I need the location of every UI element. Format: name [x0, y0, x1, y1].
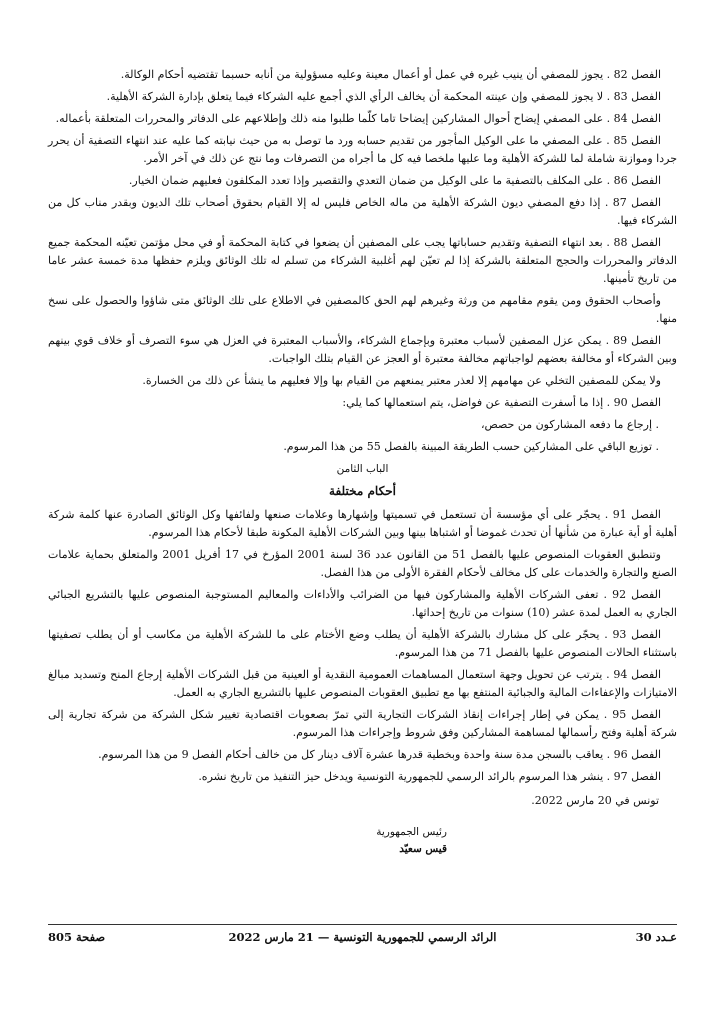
- article-97: الفصل 97 . ينشر هذا المرسوم بالرائد الرسمي للجمهورية التونسية ويدخل حيز التنفيذ من تاريخ نشره.: [198, 770, 661, 783]
- footer-gazette-title: الرائد الرسمي للجمهورية التونسية — 21 مارس 2022: [228, 930, 497, 944]
- article-90: الفصل 90 . إذا ما أسفرت التصفية عن فواضل، يتم استعمالها كما يلي:: [342, 396, 661, 409]
- article-93: الفصل 93 . يحجّر على كل مشارك بالشركة الأهلية أن يطلب وضع الأختام على ما للشركة الأهلية من مكاسب أو أن يطلب تصفيتها باستثناء الحالات المنصوص عليها بالفصل 71 من هذا المرسوم.: [48, 628, 677, 659]
- article-84: الفصل 84 . على المصفي إيضاح أحوال المشاركين إيضاحا تاما كلّما طلبوا منه ذلك وإطلاعهم على الدفاتر والمحررات المتعلقة بأعماله.: [55, 112, 661, 125]
- article-87: الفصل 87 . إذا دفع المصفي ديون الشركة الأهلية من ماله الخاص فليس له إلا القيام بحقوق أصحاب تلك الديون وبقدر مناب كل من الشركاء فيها.: [48, 196, 677, 227]
- article-91: الفصل 91 . يحجّر على أي مؤسسة أن تستعمل في تسميتها وإشهارها وعلامات صنعها ولفائفها وكل الوثائق الصادرة عنها كلمة شركة أهلية أو أية عبارة من شأنها أن تحدث غموضا أو اشتباها بينها وبين الشركات الأهلية المكونة طبقا لأحكام هذا المرسوم.: [48, 508, 677, 539]
- footer-issue-number: عـدد 30: [635, 930, 677, 944]
- page-footer: [48, 930, 677, 950]
- footer-page-number: صفحة 805: [48, 930, 106, 944]
- article-95: الفصل 95 . يمكن في إطار إجراءات إنقاذ الشركات التجارية التي تمرّ بصعوبات اقتصادية تغيير شكل الشركة من شركة تجارية إلى شركة أهلية وفتح رأسمالها لمساهمة المشاركين وفق شروط وإجراءات هذا المرسوم.: [48, 708, 677, 739]
- article-91-continued: وتنطبق العقوبات المنصوص عليها بالفصل 51 من القانون عدد 36 لسنة 2001 المؤرخ في 17 أفريل 2001 والمتعلق بحماية علامات الصنع والتجارة والخدمات على كل مخالف لأحكام الفقرة الأولى من هذا الفصل.: [48, 548, 677, 579]
- article-89-continued: ولا يمكن للمصفين التخلي عن مهامهم إلا لعذر معتبر يمنعهم من القيام بها وإلا فعليهم ما ينشأ عن ذلك من الخسارة.: [142, 374, 661, 387]
- article-89: الفصل 89 . يمكن عزل المصفين لأسباب معتبرة وبإجماع الشركاء، والأسباب المعتبرة في العزل هي سوء التصرف أو خلاف قوي بينهم وبين الشركاء أو مخالفة بعضهم لواجباتهم مخالفة معتبرة أو العجز عن القيام بتلك الواجبات.: [48, 334, 677, 365]
- footer-divider: [48, 924, 677, 925]
- article-83: الفصل 83 . لا يجوز للمصفي وإن عينته المحكمة أن يخالف الرأي الذي أجمع عليه الشركاء فيما يتعلق بإدارة الشركة الأهلية.: [106, 90, 661, 103]
- article-88: الفصل 88 . بعد انتهاء التصفية وتقديم حساباتها يجب على المصفين أن يضعوا في كتابة المحكمة أو في محل مؤتمن تعيّنه المحكمة جميع الدفاتر والمحررات والحجج المتعلقة بالشركة إذا لم تعيّن لهم أغلبية الشركاء من تسلم له تلك الوثائق ويلزم حفظها مدة خمسة عشر عاما من تاريخ تأمينها.: [48, 236, 677, 285]
- chapter-label: الباب الثامن: [336, 463, 389, 475]
- signature-block: [48, 824, 677, 858]
- closing-line: تونس في 20 مارس 2022.: [531, 794, 659, 807]
- article-88-continued: وأصحاب الحقوق ومن يقوم مقامهم من ورثة وغيرهم لهم الحق كالمصفين في الاطلاع على تلك الوثائق متى شاؤوا والحصول على نسخ منها.: [48, 294, 677, 325]
- list-item: . توزيع الباقي على المشاركين حسب الطريقة المبينة بالفصل 55 من هذا المرسوم.: [283, 440, 659, 453]
- article-86: الفصل 86 . على المكلف بالتصفية ما على الوكيل من ضمان التعدي والتقصير وإذا تعدد المكلفون فعليهم ضمان الخيار.: [128, 174, 661, 187]
- article-94: الفصل 94 . يترتب عن تحويل وجهة استعمال المساهمات العمومية النقدية أو العينية من قبل الشركات الأهلية إرجاع المنح وتسديد مبالغ الامتيازات والإعفاءات المالية والجبائية المنتفع بها مع تطبيق العقوبات المنصوص عليها بالتشريع الجاري به العمل.: [48, 668, 677, 699]
- signature-name: قيس سعيّد: [399, 843, 447, 855]
- section-title: أحكام مختلفة: [329, 484, 396, 498]
- list-item: . إرجاع ما دفعه المشاركون من حصص،: [480, 418, 659, 431]
- article-85: الفصل 85 . على المصفي ما على الوكيل المأجور من تقديم حسابه ورد ما توصل به من حيث نيابته كما عليه عند انتهاء التصفية أن يحرر جردا وموازنة شاملة لما للشركة الأهلية وما عليها ملخصا فيه كل ما أجراه من التصرفات وما نتج عن ذلك في آخر الأمر.: [48, 134, 677, 165]
- article-82: الفصل 82 . يجوز للمصفي أن ينيب غيره في عمل أو أعمال معينة وعليه مسؤولية من أنابه حسبما تقتضيه أحكام الوكالة.: [120, 68, 661, 81]
- signature-title: رئيس الجمهورية: [376, 826, 447, 838]
- article-96: الفصل 96 . يعاقب بالسجن مدة سنة واحدة وبخطية قدرها عشرة آلاف دينار كل من خالف أحكام الفصل 9 من هذا المرسوم.: [98, 748, 661, 761]
- article-92: الفصل 92 . تعفى الشركات الأهلية والمشاركون فيها من الضرائب والأداءات والمعاليم المستوجبة المنصوص عليها بالتشريع الجبائي الجاري به العمل لمدة عشر (10) سنوات من تاريخ إحداثها.: [48, 588, 677, 619]
- document-body: [48, 66, 677, 858]
